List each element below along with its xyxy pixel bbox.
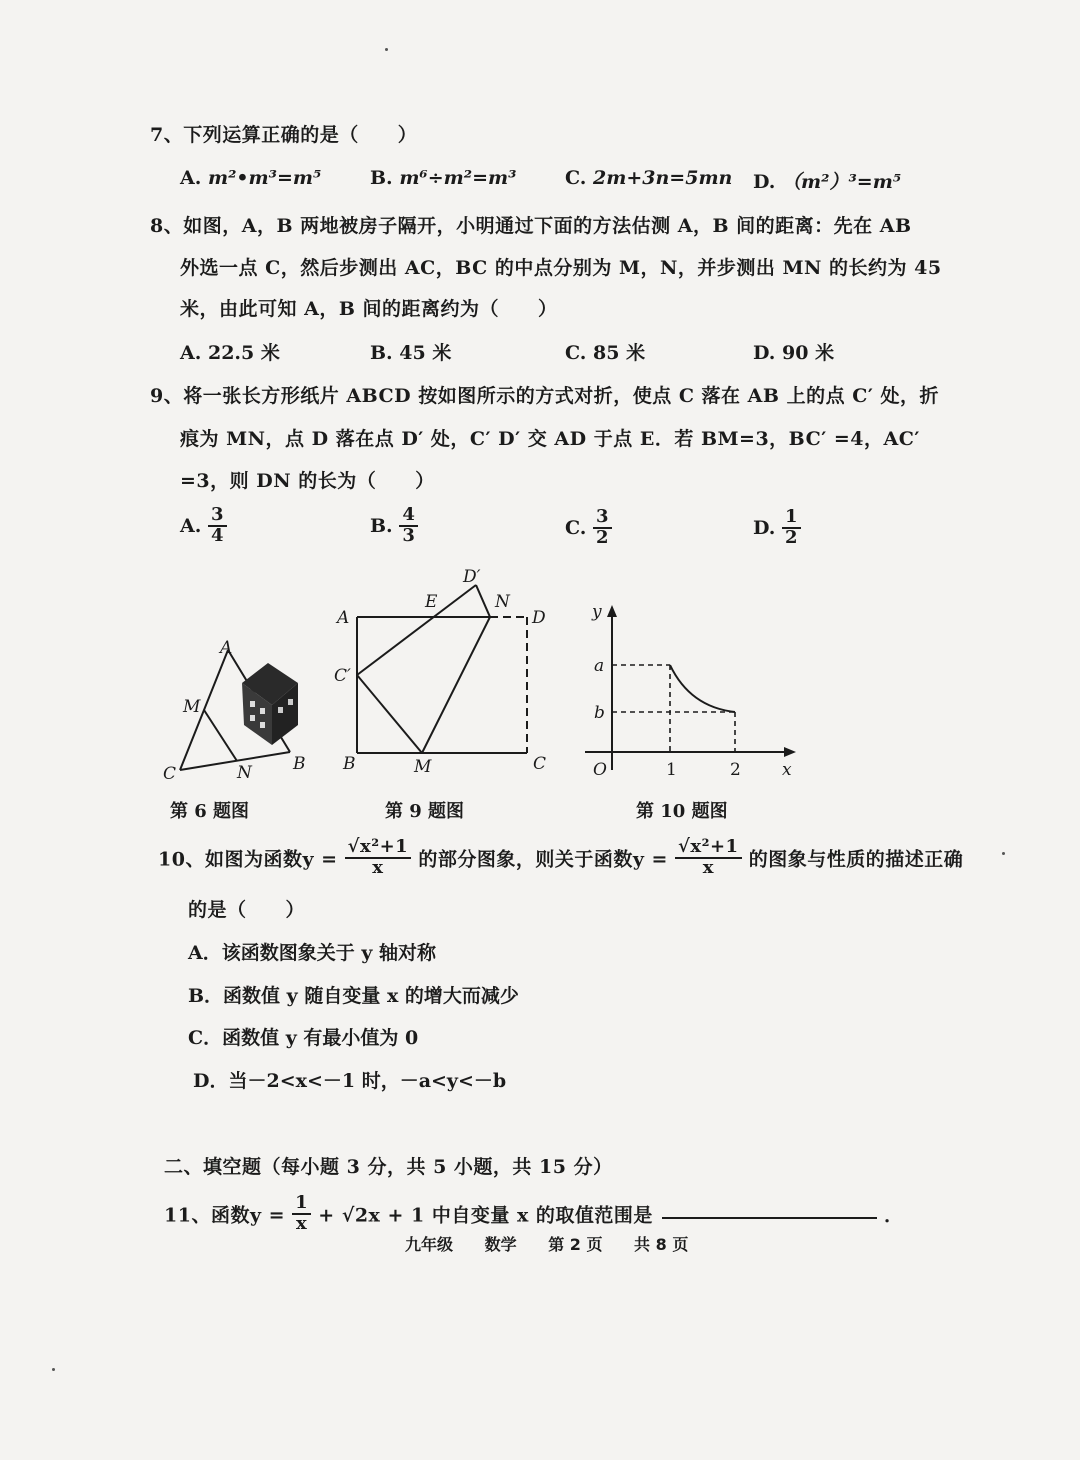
q10-option-c: C．函数值 y 有最小值为 0 — [188, 1027, 419, 1049]
q10-denominator-2: x — [702, 856, 714, 878]
fig9-segment-cprime-m — [357, 675, 422, 753]
q10-line-1 — [158, 838, 963, 878]
q8-line-2: 外选一点 C，然后步测出 AC，BC 的中点分别为 M，N，并步测出 MN 的长约为 45 — [180, 257, 942, 279]
q7-option-c — [565, 167, 732, 189]
q7-c-expr: 2m+3n=5mn — [593, 167, 733, 189]
fig9-label-c: C — [533, 754, 547, 774]
q8-option-b: B. 45 米 — [370, 342, 452, 364]
q7-a-expr: m²•m³=m⁵ — [207, 167, 322, 189]
fig9-label-d: D — [532, 608, 546, 628]
q9-a-label: A. — [180, 514, 202, 537]
fig10-label-2: 2 — [730, 760, 741, 780]
fig9-label-e: E — [425, 592, 438, 612]
fig9-label-a: A — [337, 608, 350, 628]
q10-option-b: B．函数值 y 随自变量 x 的增大而减少 — [188, 985, 519, 1007]
q7-option-d — [753, 167, 901, 194]
q11-pre: 11、函数y = — [164, 1204, 286, 1227]
q11-line — [164, 1194, 904, 1234]
q9-option-a — [180, 506, 227, 546]
q7-c-label: C. — [565, 167, 587, 189]
q9-b-denominator: 3 — [402, 524, 415, 546]
fig6-label-a: A — [220, 638, 233, 658]
house-icon — [242, 663, 298, 745]
fig9-label-n: N — [495, 592, 510, 612]
fig9-label-d-prime: D′ — [463, 567, 481, 587]
fig10-y-arrow-icon — [607, 605, 617, 617]
q10-fraction-1 — [345, 838, 412, 878]
q11-fraction — [292, 1194, 311, 1234]
fig10-x-arrow-icon — [784, 747, 796, 757]
scan-speck — [1002, 852, 1005, 855]
fig9-label-m: M — [414, 757, 432, 777]
q7-d-label: D. — [753, 171, 776, 193]
fig10-diagram — [585, 602, 796, 780]
q9-line-2: 痕为 MN，点 D 落在点 D′ 处，C′ D′ 交 AD 于点 E．若 BM=3，BC′ =4，AC′ — [180, 428, 920, 450]
q9-option-b — [370, 506, 418, 546]
footer-page: 第 2 页 — [548, 1235, 603, 1254]
q9-c-label: C. — [565, 516, 587, 539]
fig9-label-c-prime: C′ — [334, 666, 351, 686]
q7-a-label: A. — [180, 167, 202, 189]
q9-option-d — [753, 508, 801, 548]
q7-b-expr: m⁶÷m²=m³ — [399, 167, 517, 189]
fig9-fold-mn — [422, 617, 490, 753]
fig10-curve — [670, 665, 735, 712]
fig6-diagram — [163, 638, 306, 784]
fig10-label-a: a — [594, 656, 605, 676]
q10-denominator-1: x — [372, 856, 384, 878]
q9-line-1: 9、将一张长方形纸片 ABCD 按如图所示的方式对折，使点 C 落在 AB 上的点 C′ 处，折 — [150, 385, 939, 407]
fig6-label-c: C — [163, 764, 177, 784]
footer-total: 共 8 页 — [634, 1235, 689, 1254]
q10-pre: 10、如图为函数y = — [158, 848, 338, 871]
q9-c-denominator: 2 — [596, 526, 609, 548]
q9-c-numerator: 3 — [593, 508, 612, 529]
fig10-label-b: b — [594, 703, 605, 723]
q11-mid: + √2x + 1 中自变量 x 的取值范围是 — [318, 1204, 653, 1227]
figures-area — [0, 565, 1080, 825]
fig6-caption: 第 6 题图 — [170, 801, 250, 822]
q7-b-label: B. — [370, 167, 393, 189]
q9-d-fraction — [782, 508, 801, 548]
q7-option-b — [370, 167, 516, 189]
q10-line-2: 的是（ ） — [188, 899, 306, 921]
q11-denominator: x — [296, 1212, 308, 1234]
fig10-label-y: y — [592, 602, 602, 622]
q10-option-a: A．该函数图象关于 y 轴对称 — [188, 942, 437, 964]
fig6-side-cb — [180, 752, 290, 770]
scan-speck — [52, 1368, 55, 1371]
footer-subject: 数学 — [484, 1235, 517, 1254]
q9-d-label: D. — [753, 516, 776, 539]
fig6-segment-mn — [204, 710, 237, 761]
fig9-segment-cd-prime — [357, 585, 476, 675]
fig10-caption: 第 10 题图 — [636, 801, 728, 822]
fig10-label-x: x — [782, 760, 792, 780]
section-2-title: 二、填空题（每小题 3 分，共 5 小题，共 15 分） — [164, 1156, 613, 1178]
q9-b-numerator: 4 — [399, 506, 418, 527]
q10-mid: 的部分图象，则关于函数y = — [418, 848, 668, 871]
q8-option-c: C. 85 米 — [565, 342, 646, 364]
fig6-label-b: B — [293, 754, 306, 774]
fig6-label-m: M — [183, 697, 201, 717]
q11-numerator: 1 — [292, 1194, 311, 1215]
q9-c-fraction — [593, 508, 612, 548]
q11-answer-blank[interactable] — [662, 1217, 877, 1219]
q10-option-d: D．当－2<x<－1 时，－a<y<－b — [193, 1070, 507, 1092]
q9-d-numerator: 1 — [782, 508, 801, 529]
fig9-label-b: B — [343, 754, 356, 774]
q11-end: ． — [884, 1204, 904, 1227]
q10-post: 的图象与性质的描述正确 — [748, 848, 964, 871]
q9-a-fraction — [208, 506, 227, 546]
fig9-segment-dprime-n — [476, 585, 490, 617]
fig10-label-o: O — [593, 760, 607, 780]
q7-stem: 7、下列运算正确的是（ ） — [150, 124, 418, 146]
q8-option-a: A. 22.5 米 — [180, 342, 280, 364]
q9-line-3: =3，则 DN 的长为（ ） — [180, 470, 435, 492]
fig9-diagram — [334, 567, 546, 777]
fig10-label-1: 1 — [666, 760, 677, 780]
q9-a-numerator: 3 — [208, 506, 227, 527]
q8-line-1: 8、如图，A，B 两地被房子隔开，小明通过下面的方法估测 A，B 间的距离：先在 AB — [150, 215, 912, 237]
fig6-label-n: N — [237, 763, 252, 783]
scan-speck — [385, 48, 388, 51]
fig9-caption: 第 9 题图 — [385, 801, 465, 822]
q10-numerator-1: √x²+1 — [345, 838, 412, 859]
page-footer — [405, 1232, 688, 1255]
q7-option-a — [180, 167, 321, 189]
q8-line-3: 米，由此可知 A，B 间的距离约为（ ） — [180, 298, 558, 320]
q10-numerator-2: √x²+1 — [675, 838, 742, 859]
q7-d-expr: （m²）³=m⁵ — [782, 171, 902, 193]
q9-option-c — [565, 508, 612, 548]
q8-option-d: D. 90 米 — [753, 342, 835, 364]
q9-d-denominator: 2 — [785, 526, 798, 548]
q9-b-label: B. — [370, 514, 393, 537]
footer-grade: 九年级 — [405, 1235, 454, 1254]
q9-a-denominator: 4 — [210, 524, 224, 546]
q9-b-fraction — [399, 506, 418, 546]
q10-fraction-2 — [675, 838, 742, 878]
